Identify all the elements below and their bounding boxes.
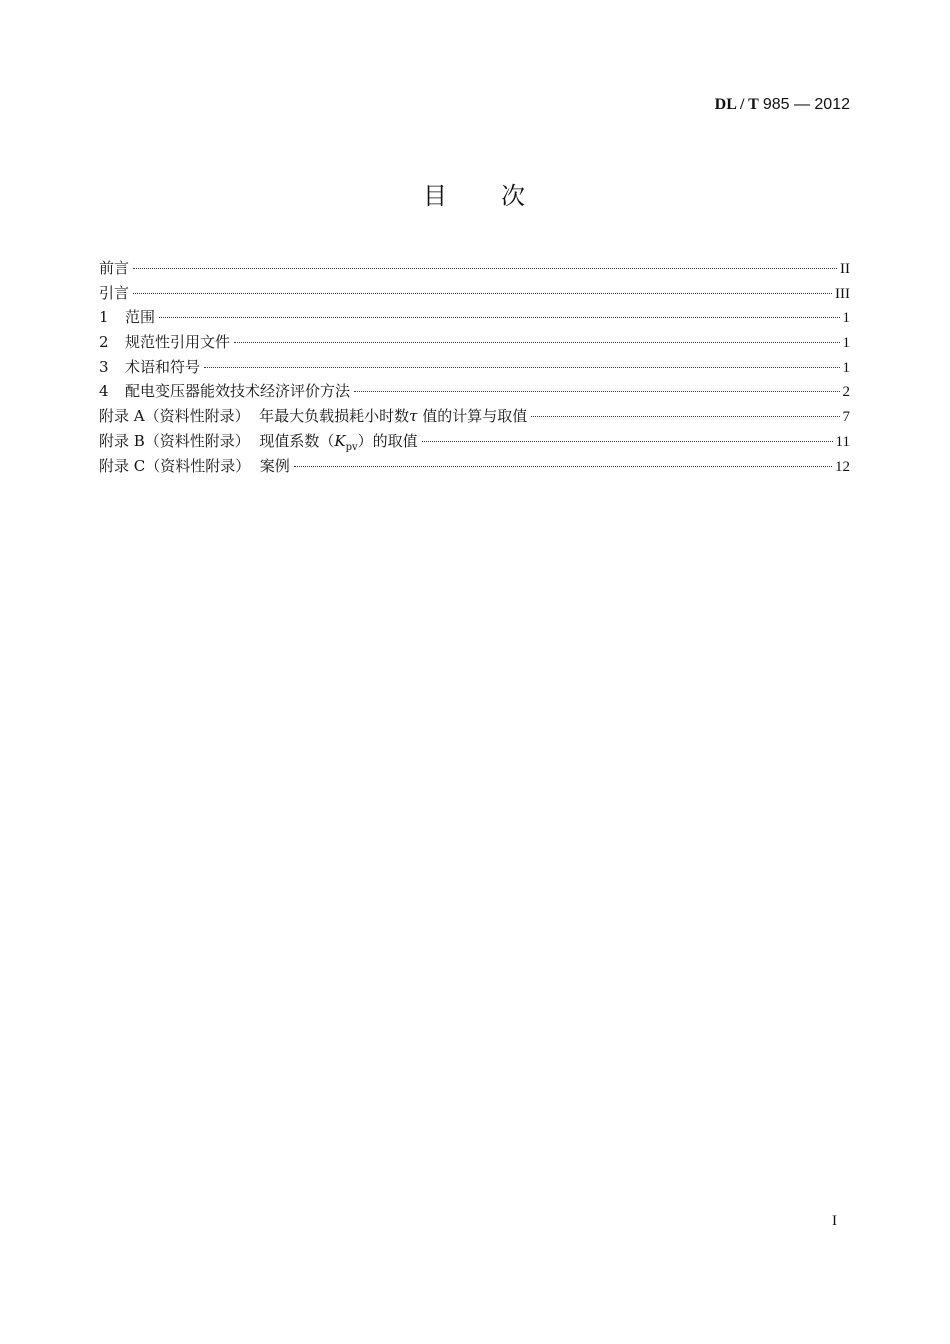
standard-prefix: DL / T [714,96,759,113]
toc-title: 目 次 [423,182,527,210]
toc-section-title: 规范性引用文件 [125,333,231,352]
toc-label-part: ）的取值 [357,431,418,450]
toc-entry-label: 前言 [99,259,130,277]
toc-entry-label [99,330,232,355]
toc-entry-page: 1 [842,359,850,376]
toc-entry-appendix-a[interactable] [99,404,850,429]
toc-leader-dots [204,367,839,368]
page-number: I [832,1213,837,1229]
toc-entry-normative-references[interactable] [99,330,850,355]
toc-leader-dots [159,317,839,318]
pv-subscript: pv [345,441,358,453]
tau-symbol: τ [409,407,418,426]
toc-entry-page: III [835,285,850,302]
standard-code [715,96,850,114]
toc-section-number: 2 [99,333,109,352]
toc-entry-page: 11 [835,433,850,450]
toc-entry-appendix-c[interactable] [99,454,850,479]
toc-entry-foreword[interactable] [99,256,850,281]
toc-label-part: 附录 B（资料性附录） 现值系数（ [99,431,335,450]
toc-entry-label: 附录 C（资料性附录） 案例 [99,456,290,475]
toc-section-title: 范围 [125,308,156,327]
toc-entry-terms-symbols[interactable] [99,355,850,380]
toc-entry-label [99,404,529,429]
toc-section-number: 3 [99,357,109,376]
toc-entry-appendix-b[interactable] [99,429,850,454]
toc-section-number: 4 [99,382,109,401]
toc-leader-dots [234,342,839,343]
toc-section-number: 1 [99,308,109,327]
table-of-contents [99,256,850,478]
toc-entry-label: 引言 [99,283,130,302]
toc-entry-page: 1 [842,310,850,327]
toc-entry-page: 1 [842,335,850,352]
toc-section-title: 配电变压器能效技术经济评价方法 [125,382,351,401]
k-symbol: K [334,431,346,450]
toc-leader-dots [133,293,832,294]
toc-entry-label [99,305,157,330]
toc-entry-page: II [840,261,850,277]
toc-leader-dots [294,466,832,467]
toc-entry-label [99,379,352,404]
toc-leader-dots [133,268,837,269]
toc-entry-page: 2 [842,384,850,401]
toc-label-part: 附录 A（资料性附录） 年最大负载损耗小时数 [99,407,410,426]
toc-entry-label [99,355,202,380]
toc-entry-page: 7 [842,409,850,426]
toc-entry-introduction[interactable] [99,281,850,306]
standard-number: 985 — 2012 [762,96,850,113]
toc-entry-scope[interactable] [99,305,850,330]
toc-leader-dots [354,391,839,392]
toc-section-title: 术语和符号 [125,357,201,376]
toc-leader-dots [422,441,833,442]
toc-leader-dots [531,416,839,417]
toc-label-part: 值的计算与取值 [417,407,528,426]
toc-entry-evaluation-method[interactable] [99,379,850,404]
toc-entry-page: 12 [835,458,850,475]
